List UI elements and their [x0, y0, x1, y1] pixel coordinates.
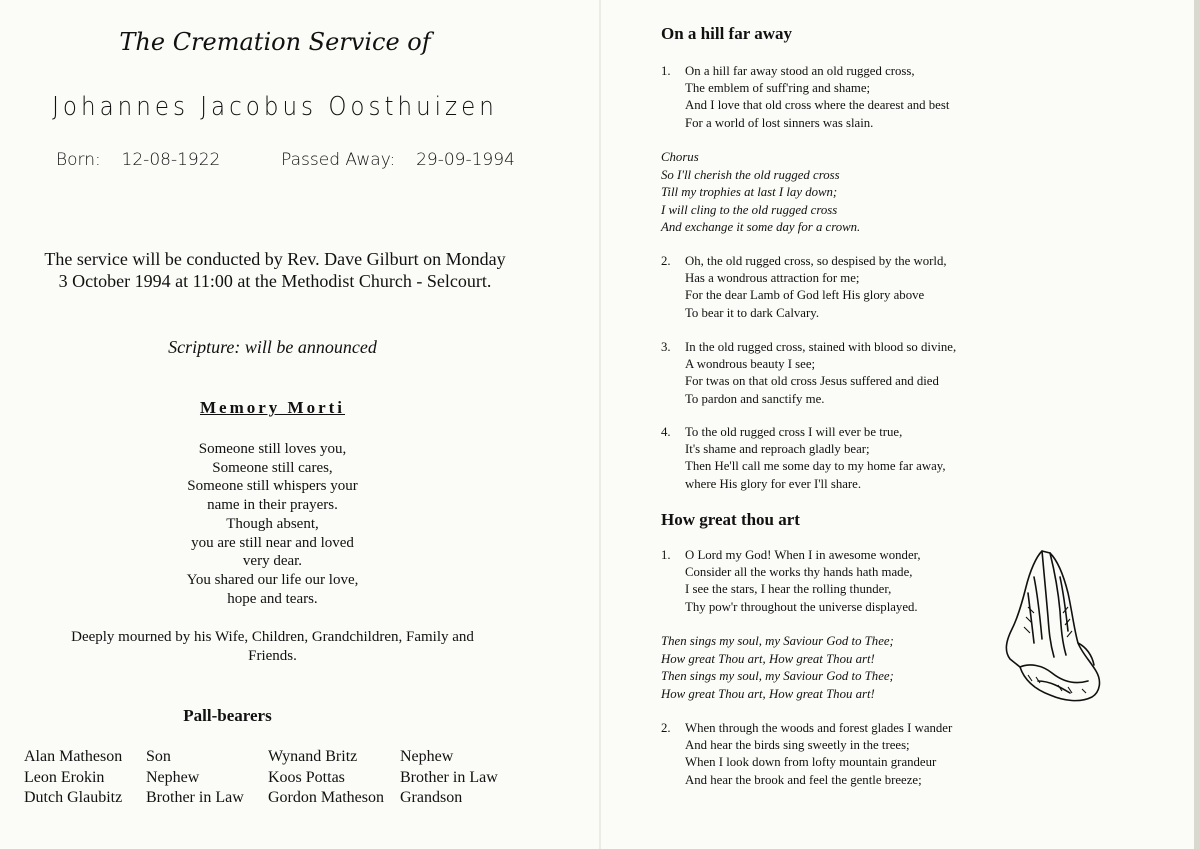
verse-line: When I look down from lofty mountain grandeur [685, 755, 937, 770]
verse-line: For a world of lost sinners was slain. [685, 115, 874, 130]
hymn-chorus [661, 633, 1001, 703]
poem-line: You shared our life our love, [186, 571, 359, 588]
verse-line: For the dear Lamb of God left His glory above [685, 288, 925, 303]
verse-line: And hear the brook and feel the gentle breeze; [685, 772, 922, 787]
poem-line: hope and tears. [227, 590, 318, 607]
verse-line: Has a wondrous attraction for me; [685, 271, 860, 286]
verse-line: Then He'll call me some day to my home far away, [685, 459, 946, 474]
service-line: 3 October 1994 at 11:00 at the Methodist Church - Selcourt. [58, 271, 492, 291]
chorus-line: How great Thou art, How great Thou art! [661, 651, 875, 666]
hymn-verse [661, 424, 1081, 493]
verse-line: Thy pow'r throughout the universe displayed. [685, 599, 918, 614]
chorus-label: Chorus [661, 150, 699, 164]
service-details [20, 248, 530, 292]
pallbearer-name: Wynand Britz [268, 748, 358, 765]
verse-line: To bear it to dark Calvary. [685, 305, 820, 320]
verse-number: 3. [661, 340, 671, 354]
pallbearers-row [24, 768, 520, 789]
poem-line: Someone still whispers your [187, 478, 358, 495]
hymn-verse [661, 253, 1081, 322]
page-edge [1194, 0, 1200, 849]
born-label: Born: [56, 150, 101, 170]
poem-line: name in their prayers. [207, 497, 338, 514]
verse-line: Consider all the works thy hands hath made, [685, 565, 913, 580]
pallbearers-list [24, 747, 520, 809]
pallbearer-relation: Nephew [400, 748, 454, 765]
hymn-verse [661, 547, 1001, 616]
mourned-line: Deeply mourned by his Wife, Children, Grandchildren, Family and [71, 629, 474, 645]
scripture-note: Scripture: will be announced [168, 337, 377, 357]
memorial-poem [20, 440, 525, 608]
pallbearers-title: Pall-bearers [183, 706, 272, 725]
passed-label: Passed Away: [281, 150, 396, 170]
verse-line: A wondrous beauty I see; [685, 357, 816, 372]
verse-number: 2. [661, 254, 671, 268]
service-line: The service will be conducted by Rev. Dave Gilburt on Monday [44, 249, 506, 269]
pallbearer-name: Alan Matheson [24, 748, 123, 765]
born-date: 12-08-1922 [121, 150, 221, 170]
chorus-line: And exchange it some day for a crown. [661, 220, 861, 235]
passed-date: 29-09-1994 [416, 150, 515, 170]
verse-line: And hear the birds sing sweetly in the trees; [685, 738, 910, 753]
pallbearers-row [24, 747, 520, 768]
mourned-note [20, 628, 525, 666]
chorus-line: So I'll cherish the old rugged cross [661, 167, 840, 182]
verse-number: 1. [661, 64, 671, 78]
poem-line: Though absent, [226, 515, 319, 532]
verse-line: In the old rugged cross, stained with blood so divine, [685, 340, 957, 354]
pallbearer-name: Dutch Glaubitz [24, 789, 123, 806]
chorus-line: Then sings my soul, my Saviour God to Thee; [661, 669, 894, 684]
pallbearer-name: Koos Pottas [268, 768, 345, 786]
pallbearer-name: Gordon Matheson [268, 789, 384, 806]
praying-hands-icon [998, 547, 1108, 712]
hymn-verse [661, 720, 1081, 789]
verse-line: The emblem of suff'ring and shame; [685, 81, 871, 96]
chorus-line: Till my trophies at last I lay down; [661, 185, 838, 200]
verse-line: When through the woods and forest glades I wander [685, 721, 953, 735]
life-dates [56, 150, 515, 170]
right-page [600, 0, 1200, 849]
verse-line: O Lord my God! When I in awesome wonder, [685, 548, 921, 562]
verse-line: To pardon and sanctify me. [685, 391, 825, 406]
verse-number: 2. [661, 721, 671, 735]
service-title: The Cremation Service of [119, 28, 431, 56]
deceased-name: Johannes Jacobus Oosthuizen [52, 92, 498, 122]
pallbearer-relation: Brother in Law [146, 789, 244, 806]
memory-title: Memory Morti [199, 398, 346, 417]
poem-line: very dear. [242, 553, 303, 570]
hymn-verse [661, 339, 1081, 408]
pallbearer-relation: Brother in Law [400, 768, 498, 786]
hymn-verse [661, 63, 1081, 132]
pallbearer-name: Leon Erokin [24, 768, 105, 786]
verse-line: Oh, the old rugged cross, so despised by the world, [685, 254, 947, 268]
chorus-line: I will cling to the old rugged cross [661, 202, 838, 217]
poem-line: Someone still cares, [212, 459, 333, 476]
pallbearers-row [24, 788, 520, 809]
pallbearer-relation: Son [146, 748, 171, 765]
verse-line: To the old rugged cross I will ever be true, [685, 425, 903, 439]
pallbearer-relation: Grandson [400, 789, 463, 806]
chorus-line: How great Thou art, How great Thou art! [661, 686, 875, 701]
verse-line: I see the stars, I hear the rolling thunder, [685, 582, 892, 597]
hymn-title: On a hill far away [661, 24, 792, 43]
verse-line: On a hill far away stood an old rugged cross, [685, 64, 915, 78]
hymn-title: How great thou art [661, 510, 800, 529]
verse-line: And I love that old cross where the dearest and best [685, 98, 950, 113]
verse-line: It's shame and reproach gladly bear; [685, 442, 870, 457]
pallbearer-relation: Nephew [146, 768, 200, 786]
mourned-line: Friends. [248, 648, 297, 664]
poem-line: you are still near and loved [191, 534, 354, 551]
verse-line: For twas on that old cross Jesus suffered and died [685, 374, 939, 389]
chorus-line: Then sings my soul, my Saviour God to Thee; [661, 634, 894, 648]
verse-line: where His glory for ever I'll share. [685, 476, 862, 491]
verse-number: 1. [661, 548, 671, 562]
poem-line: Someone still loves you, [198, 441, 347, 457]
hymn-chorus [661, 149, 1081, 237]
verse-number: 4. [661, 425, 671, 439]
